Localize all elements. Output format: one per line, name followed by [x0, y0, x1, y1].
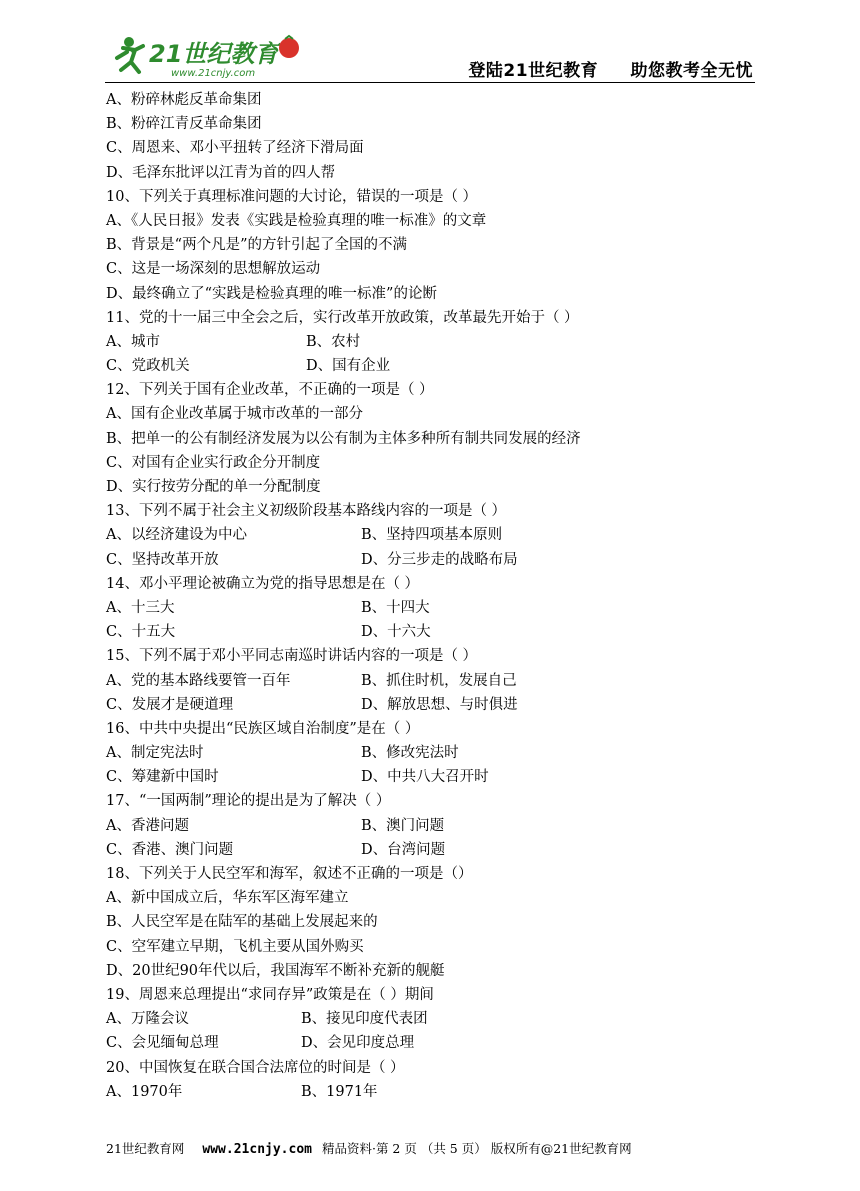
option-text: D、分三步走的战略布局	[361, 551, 518, 568]
line-text: 10、下列关于真理标准问题的大讨论，错误的一项是（ ）	[106, 188, 478, 205]
text-line	[106, 499, 756, 523]
page-footer	[106, 1139, 632, 1157]
text-line	[106, 427, 756, 451]
line-text: C、空军建立早期，飞机主要从国外购买	[106, 938, 364, 955]
line-text: 18、下列关于人民空军和海军，叙述不正确的一项是（）	[106, 866, 473, 882]
text-line	[106, 983, 756, 1007]
logo-21cnjy	[109, 32, 309, 80]
line-text: A、《人民日报》发表《实践是检验真理的唯一标准》的文章	[106, 212, 487, 229]
line-text: C、发展才是硬道理	[106, 696, 234, 713]
line-text: A、城市	[106, 333, 160, 350]
line-text: A、制定宪法时	[106, 745, 204, 762]
option-text: B、1971年	[301, 1083, 378, 1100]
text-line	[106, 644, 756, 668]
option-text: D、十六大	[361, 624, 431, 641]
line-text: A、1970年	[106, 1083, 183, 1100]
text-line	[106, 354, 756, 378]
option-text: B、十四大	[361, 599, 430, 616]
text-line	[106, 596, 756, 620]
text-line	[106, 112, 756, 136]
footer-url: www.21cnjy.com	[202, 1142, 312, 1157]
line-text: A、国有企业改革属于城市改革的一部分	[106, 406, 363, 423]
text-line	[106, 378, 756, 402]
text-line	[106, 257, 756, 281]
text-line	[106, 959, 756, 983]
line-text: B、背景是“两个凡是”的方针引起了全国的不满	[106, 237, 407, 254]
text-line	[106, 910, 756, 934]
option-text: D、解放思想、与时俱进	[361, 696, 518, 713]
option-text: B、修改宪法时	[361, 745, 459, 762]
text-line	[106, 282, 756, 306]
text-line	[106, 451, 756, 475]
footer-info: 精品资料·第 2 页 （共 5 页） 版权所有@21世纪教育网	[321, 1141, 632, 1156]
option-text: B、抓住时机，发展自己	[361, 672, 517, 689]
line-text: A、万隆会议	[106, 1011, 189, 1028]
footer-site: 21世纪教育网	[106, 1141, 185, 1156]
line-text: B、人民空军是在陆军的基础上发展起来的	[106, 914, 378, 931]
line-text: C、党政机关	[106, 358, 190, 375]
text-line	[106, 669, 756, 693]
line-text: C、会见缅甸总理	[106, 1035, 219, 1052]
logo-url: www.21cnjy.com	[171, 68, 256, 79]
line-text: C、周恩来、邓小平扭转了经济下滑局面	[106, 140, 364, 157]
line-text: C、十五大	[106, 624, 176, 641]
text-line	[106, 717, 756, 741]
line-text: 14、邓小平理论被确立为党的指导思想是在（ ）	[106, 575, 420, 592]
line-text: A、十三大	[106, 599, 175, 616]
text-line	[106, 523, 756, 547]
option-text: B、坚持四项基本原则	[361, 527, 503, 544]
option-text: D、中共八大召开时	[361, 769, 489, 786]
line-text: 16、中共中央提出“民族区域自治制度”是在（ ）	[106, 720, 420, 737]
text-line	[106, 402, 756, 426]
option-text: B、农村	[306, 333, 361, 350]
line-text: A、粉碎林彪反革命集团	[106, 92, 262, 108]
line-text: 19、周恩来总理提出“求同存异”政策是在（ ）期间	[106, 986, 434, 1003]
text-line	[106, 88, 756, 112]
text-line	[106, 572, 756, 596]
text-line	[106, 548, 756, 572]
line-text: 13、下列不属于社会主义初级阶段基本路线内容的一项是（ ）	[106, 503, 507, 520]
text-line	[106, 741, 756, 765]
line-text: D、最终确立了“实践是检验真理的唯一标准”的论断	[106, 285, 437, 302]
text-line	[106, 765, 756, 789]
text-line	[106, 233, 756, 257]
line-text: C、筹建新中国时	[106, 769, 219, 786]
text-line	[106, 862, 756, 886]
header-divider	[105, 82, 755, 83]
line-text: D、20世纪90年代以后，我国海军不断补充新的舰艇	[106, 962, 445, 979]
text-line	[106, 475, 756, 499]
line-text: 12、下列关于国有企业改革，不正确的一项是（ ）	[106, 382, 434, 399]
line-text: B、粉碎江青反革命集团	[106, 116, 262, 133]
logo-text: 21世纪教育	[149, 40, 279, 68]
option-text: D、台湾问题	[361, 841, 446, 858]
text-line	[106, 136, 756, 160]
text-line	[106, 1080, 756, 1104]
line-text: C、对国有企业实行政企分开制度	[106, 454, 321, 471]
line-text: A、香港问题	[106, 817, 189, 834]
line-text: B、把单一的公有制经济发展为以公有制为主体多种所有制共同发展的经济	[106, 430, 581, 447]
text-line	[106, 935, 756, 959]
text-line	[106, 814, 756, 838]
line-text: 20、中国恢复在联合国合法席位的时间是（ ）	[106, 1059, 405, 1076]
line-text: C、坚持改革开放	[106, 551, 219, 568]
text-line	[106, 306, 756, 330]
option-text: B、接见印度代表团	[301, 1011, 428, 1028]
text-line	[106, 1031, 756, 1055]
header-slogan-right: 助您教考全无忧	[630, 61, 753, 81]
text-line	[106, 886, 756, 910]
text-line	[106, 620, 756, 644]
option-text: D、国有企业	[306, 358, 391, 375]
line-text: C、这是一场深刻的思想解放运动	[106, 261, 321, 278]
line-text: A、新中国成立后，华东军区海军建立	[106, 890, 349, 907]
option-text: D、会见印度总理	[301, 1035, 415, 1052]
line-text: D、毛泽东批评以江青为首的四人帮	[106, 164, 336, 181]
text-line	[106, 838, 756, 862]
option-text: B、澳门问题	[361, 817, 445, 834]
text-line	[106, 789, 756, 813]
page-header	[105, 30, 755, 82]
text-line	[106, 209, 756, 233]
line-text: A、党的基本路线要管一百年	[106, 672, 291, 689]
tomato-icon	[279, 38, 299, 58]
text-line	[106, 185, 756, 209]
text-line	[106, 330, 756, 354]
text-line	[106, 1007, 756, 1031]
header-slogan-left: 登陆21世纪教育	[468, 61, 599, 81]
line-text: C、香港、澳门问题	[106, 841, 234, 858]
text-line	[106, 693, 756, 717]
line-text: A、以经济建设为中心	[106, 527, 247, 544]
question-list	[106, 88, 756, 1104]
line-text: 11、党的十一届三中全会之后，实行改革开放政策，改革最先开始于（ ）	[106, 309, 579, 326]
header-slogan	[442, 56, 753, 81]
line-text: 17、“一国两制”理论的提出是为了解决（ ）	[106, 793, 391, 810]
text-line	[106, 161, 756, 185]
line-text: 15、下列不属于邓小平同志南巡时讲话内容的一项是（ ）	[106, 648, 478, 665]
line-text: D、实行按劳分配的单一分配制度	[106, 479, 321, 495]
text-line	[106, 1056, 756, 1080]
